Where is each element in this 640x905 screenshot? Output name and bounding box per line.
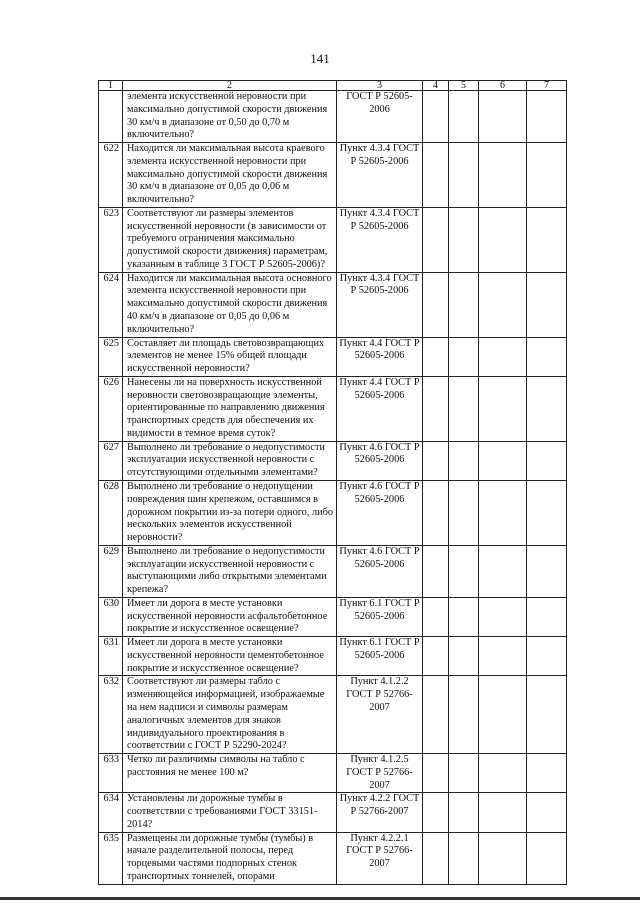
row-col-5 <box>449 376 479 441</box>
row-number: 633 <box>99 754 123 793</box>
header-col-6: 6 <box>479 81 527 91</box>
table-row <box>99 676 567 754</box>
row-col-6 <box>479 676 527 754</box>
row-question: Установлены ли дорожные тумбы в соответствии с требованиями ГОСТ 33151-2014? <box>123 793 337 832</box>
row-number: 627 <box>99 441 123 480</box>
row-question: Соответствуют ли размеры табло с изменяющейся информацией, изображаемые на нем надписи и символы размерам аналогичных элементов для знаков индивидуального проектирования в соответствии с ГОСТ Р 52290-2024? <box>123 676 337 754</box>
row-col-7 <box>527 207 567 272</box>
row-col-5 <box>449 207 479 272</box>
row-col-5 <box>449 676 479 754</box>
checklist-table <box>98 80 567 885</box>
row-col-6 <box>479 832 527 884</box>
row-col-7 <box>527 754 567 793</box>
row-col-5 <box>449 832 479 884</box>
table-row <box>99 91 567 143</box>
row-question: Находится ли максимальная высота основного элемента искусственной неровности при максимально допустимой скорости движения 40 км/ч в диапазоне от 0,05 до 0,06 м включительно? <box>123 272 337 337</box>
row-col-4 <box>423 272 449 337</box>
row-reference: Пункт 4.1.2.5 ГОСТ Р 52766-2007 <box>337 754 423 793</box>
row-col-5 <box>449 91 479 143</box>
row-reference: Пункт 6.1 ГОСТ Р 52605-2006 <box>337 597 423 636</box>
header-col-1: 1 <box>99 81 123 91</box>
table-row <box>99 545 567 597</box>
row-col-4 <box>423 754 449 793</box>
table-row <box>99 480 567 545</box>
row-col-4 <box>423 545 449 597</box>
row-col-5 <box>449 545 479 597</box>
row-col-6 <box>479 637 527 676</box>
row-col-4 <box>423 376 449 441</box>
row-question: Составляет ли площадь световозвращающих элементов не менее 15% общей площади искусственной неровности? <box>123 337 337 376</box>
row-col-7 <box>527 832 567 884</box>
row-col-7 <box>527 272 567 337</box>
row-reference: Пункт 4.6 ГОСТ Р 52605-2006 <box>337 441 423 480</box>
row-reference: Пункт 4.6 ГОСТ Р 52605-2006 <box>337 480 423 545</box>
table-header-row <box>99 81 567 91</box>
header-col-4: 4 <box>423 81 449 91</box>
page-bottom-rule <box>0 897 640 900</box>
row-reference: Пункт 4.2.2.1 ГОСТ Р 52766-2007 <box>337 832 423 884</box>
row-col-5 <box>449 337 479 376</box>
row-reference: Пункт 4.4 ГОСТ Р 52605-2006 <box>337 337 423 376</box>
row-number: 623 <box>99 207 123 272</box>
table-row <box>99 207 567 272</box>
row-number: 624 <box>99 272 123 337</box>
row-col-7 <box>527 637 567 676</box>
row-number: 629 <box>99 545 123 597</box>
row-number: 630 <box>99 597 123 636</box>
page-number: 141 <box>310 51 330 66</box>
row-reference: Пункт 4.6 ГОСТ Р 52605-2006 <box>337 545 423 597</box>
row-col-6 <box>479 143 527 208</box>
row-question: элемента искусственной неровности при максимально допустимой скорости движения 30 км/ч в диапазоне от 0,50 до 0,70 м включительно? <box>123 91 337 143</box>
row-col-6 <box>479 545 527 597</box>
row-reference: Пункт 4.3.4 ГОСТ Р 52605-2006 <box>337 207 423 272</box>
row-number <box>99 91 123 143</box>
row-number: 634 <box>99 793 123 832</box>
row-question: Нанесены ли на поверхность искусственной неровности световозвращающие элементы, ориентированные по направлению движения транспортных средств для обеспечения их видимости в темное время суток? <box>123 376 337 441</box>
row-col-5 <box>449 143 479 208</box>
row-col-7 <box>527 143 567 208</box>
row-col-7 <box>527 545 567 597</box>
row-col-4 <box>423 676 449 754</box>
row-col-7 <box>527 676 567 754</box>
row-question: Находится ли максимальная высота краевого элемента искусственной неровности при максимально допустимой скорости движения 30 км/ч в диапазоне от 0,05 до 0,06 м включительно? <box>123 143 337 208</box>
row-col-7 <box>527 597 567 636</box>
row-question: Выполнено ли требование о недопущении повреждения шин крепежом, оставшимся в дорожном покрытии из-за потери одного, либо нескольких элементов искусственной неровности? <box>123 480 337 545</box>
row-reference: ГОСТ Р 52605-2006 <box>337 91 423 143</box>
row-col-6 <box>479 91 527 143</box>
table-row <box>99 337 567 376</box>
row-col-6 <box>479 793 527 832</box>
row-col-4 <box>423 793 449 832</box>
table-row <box>99 754 567 793</box>
row-col-7 <box>527 337 567 376</box>
row-col-5 <box>449 793 479 832</box>
row-number: 635 <box>99 832 123 884</box>
row-col-5 <box>449 441 479 480</box>
table-row <box>99 793 567 832</box>
table-row <box>99 143 567 208</box>
row-col-4 <box>423 597 449 636</box>
row-number: 626 <box>99 376 123 441</box>
row-reference: Пункт 4.4 ГОСТ Р 52605-2006 <box>337 376 423 441</box>
row-col-6 <box>479 207 527 272</box>
row-col-6 <box>479 480 527 545</box>
row-col-5 <box>449 480 479 545</box>
row-col-7 <box>527 91 567 143</box>
row-question: Имеет ли дорога в месте установки искусственной неровности цементобетонное покрытие и искусственное освещение? <box>123 637 337 676</box>
header-col-7: 7 <box>527 81 567 91</box>
row-question: Выполнено ли требование о недопустимости эксплуатации искусственной неровности с выступающими либо открытыми элементами крепежа? <box>123 545 337 597</box>
row-col-4 <box>423 337 449 376</box>
row-number: 625 <box>99 337 123 376</box>
row-col-4 <box>423 480 449 545</box>
header-col-3: 3 <box>337 81 423 91</box>
row-number: 632 <box>99 676 123 754</box>
row-col-6 <box>479 441 527 480</box>
row-col-4 <box>423 832 449 884</box>
row-col-6 <box>479 754 527 793</box>
row-col-4 <box>423 143 449 208</box>
row-col-5 <box>449 597 479 636</box>
row-col-5 <box>449 754 479 793</box>
row-col-4 <box>423 441 449 480</box>
table-row <box>99 441 567 480</box>
row-reference: Пункт 4.1.2.2 ГОСТ Р 52766-2007 <box>337 676 423 754</box>
row-question: Соответствуют ли размеры элементов искусственной неровности (в зависимости от требуемого ограничения максимально допустимой скорости движения) параметрам, указанным в таблице 3 ГОСТ Р 52605-2006)? <box>123 207 337 272</box>
header-col-2: 2 <box>123 81 337 91</box>
row-col-7 <box>527 441 567 480</box>
table-row <box>99 832 567 884</box>
table-row <box>99 376 567 441</box>
row-col-6 <box>479 597 527 636</box>
row-col-6 <box>479 337 527 376</box>
row-number: 631 <box>99 637 123 676</box>
row-col-7 <box>527 376 567 441</box>
row-question: Имеет ли дорога в месте установки искусственной неровности асфальтобетонное покрытие и искусственное освещение? <box>123 597 337 636</box>
row-question: Выполнено ли требование о недопустимости эксплуатации искусственной неровности с отсутствующими отдельными элементами? <box>123 441 337 480</box>
row-col-5 <box>449 637 479 676</box>
row-reference: Пункт 6.1 ГОСТ Р 52605-2006 <box>337 637 423 676</box>
row-question: Размещены ли дорожные тумбы (тумбы) в начале разделительной полосы, перед торцевыми частями подпорных стенок транспортных тоннелей, опорами <box>123 832 337 884</box>
row-question: Четко ли различимы символы на табло с расстояния не менее 100 м? <box>123 754 337 793</box>
row-reference: Пункт 4.3.4 ГОСТ Р 52605-2006 <box>337 143 423 208</box>
row-col-4 <box>423 91 449 143</box>
table-row <box>99 637 567 676</box>
row-col-7 <box>527 793 567 832</box>
row-col-4 <box>423 637 449 676</box>
row-number: 622 <box>99 143 123 208</box>
header-col-5: 5 <box>449 81 479 91</box>
row-number: 628 <box>99 480 123 545</box>
row-reference: Пункт 4.2.2 ГОСТ Р 52766-2007 <box>337 793 423 832</box>
row-col-6 <box>479 272 527 337</box>
row-col-5 <box>449 272 479 337</box>
row-col-6 <box>479 376 527 441</box>
row-col-7 <box>527 480 567 545</box>
row-col-4 <box>423 207 449 272</box>
row-reference: Пункт 4.3.4 ГОСТ Р 52605-2006 <box>337 272 423 337</box>
table-row <box>99 272 567 337</box>
table-row <box>99 597 567 636</box>
